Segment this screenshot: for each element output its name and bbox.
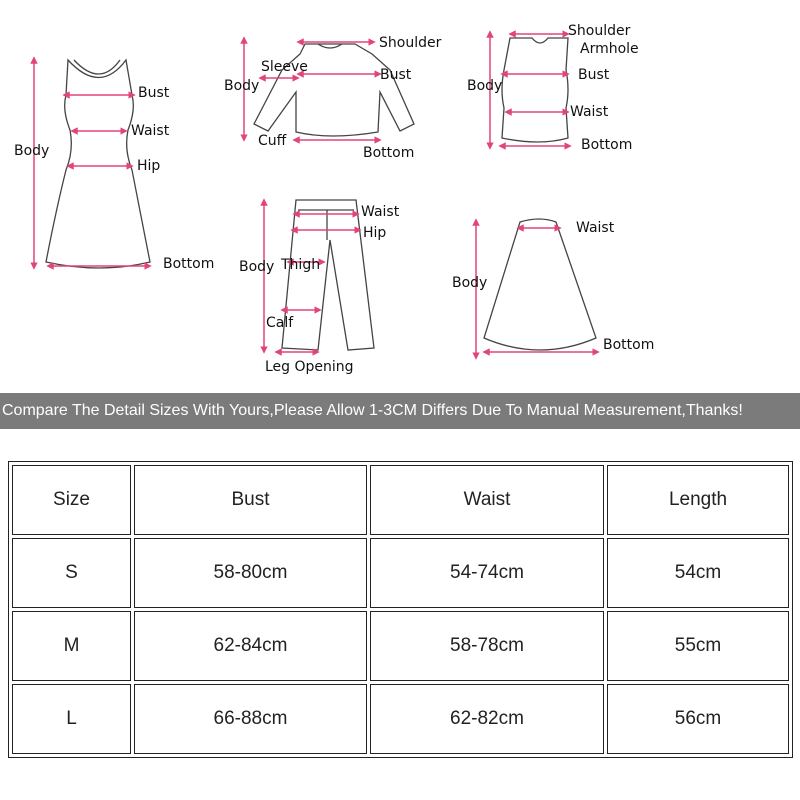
skirt-bottom-label: Bottom (603, 337, 655, 353)
size-cell: M (12, 611, 131, 681)
top-outline (254, 44, 414, 136)
dress-body-label: Body (14, 143, 50, 159)
dress-outline (46, 60, 150, 268)
pants-leg-opening-label: Leg Opening (265, 359, 354, 375)
pants-outline (282, 200, 374, 350)
measurement-notice-banner: Compare The Detail Sizes With Yours,Please Allow 1-3CM Differs Due To Manual Measurement,Thanks! (0, 393, 800, 429)
length-cell: 55cm (607, 611, 789, 681)
vest-body-label: Body (467, 78, 503, 94)
size-cell: S (12, 538, 131, 608)
top-body-label: Body (224, 78, 260, 94)
bust-cell: 58-80cm (134, 538, 367, 608)
dress-bottom-label: Bottom (163, 256, 215, 272)
bust-cell: 62-84cm (134, 611, 367, 681)
top-bottom-label: Bottom (363, 145, 415, 161)
pants-thigh-label: Thigh (281, 257, 321, 273)
header-length: Length (607, 465, 789, 535)
size-chart-table (8, 461, 793, 758)
skirt-waist-label: Waist (576, 220, 615, 236)
vest-shoulder-label: Shoulder (568, 23, 631, 39)
dress-hip-label: Hip (137, 158, 161, 174)
pants-hip-label: Hip (363, 225, 387, 241)
pants-waist-label: Waist (361, 204, 400, 220)
table-header-row (12, 465, 789, 535)
size-cell: L (12, 684, 131, 754)
header-waist: Waist (370, 465, 604, 535)
top-shoulder-label: Shoulder (379, 35, 442, 51)
length-cell: 56cm (607, 684, 789, 754)
vest-bottom-label: Bottom (581, 137, 633, 153)
waist-cell: 58-78cm (370, 611, 604, 681)
vest-armhole-label: Armhole (580, 41, 639, 57)
table-row (12, 611, 789, 681)
waist-cell: 54-74cm (370, 538, 604, 608)
garment-illustrations (0, 0, 800, 392)
size-diagrams (0, 0, 800, 392)
pants-body-label: Body (239, 259, 275, 275)
top-sleeve-label: Sleeve (261, 59, 308, 75)
header-bust: Bust (134, 465, 367, 535)
skirt-outline (484, 219, 596, 350)
vest-waist-label: Waist (570, 104, 609, 120)
table-row (12, 684, 789, 754)
bust-cell: 66-88cm (134, 684, 367, 754)
vest-bust-label: Bust (578, 67, 610, 83)
length-cell: 54cm (607, 538, 789, 608)
skirt-body-label: Body (452, 275, 488, 291)
waist-cell: 62-82cm (370, 684, 604, 754)
pants-calf-label: Calf (266, 315, 294, 331)
table-row (12, 538, 789, 608)
top-bust-label: Bust (380, 67, 412, 83)
header-size: Size (12, 465, 131, 535)
dress-waist-label: Waist (131, 123, 170, 139)
dress-bust-label: Bust (138, 85, 170, 101)
top-cuff-label: Cuff (258, 133, 287, 149)
vest-outline (502, 38, 568, 142)
